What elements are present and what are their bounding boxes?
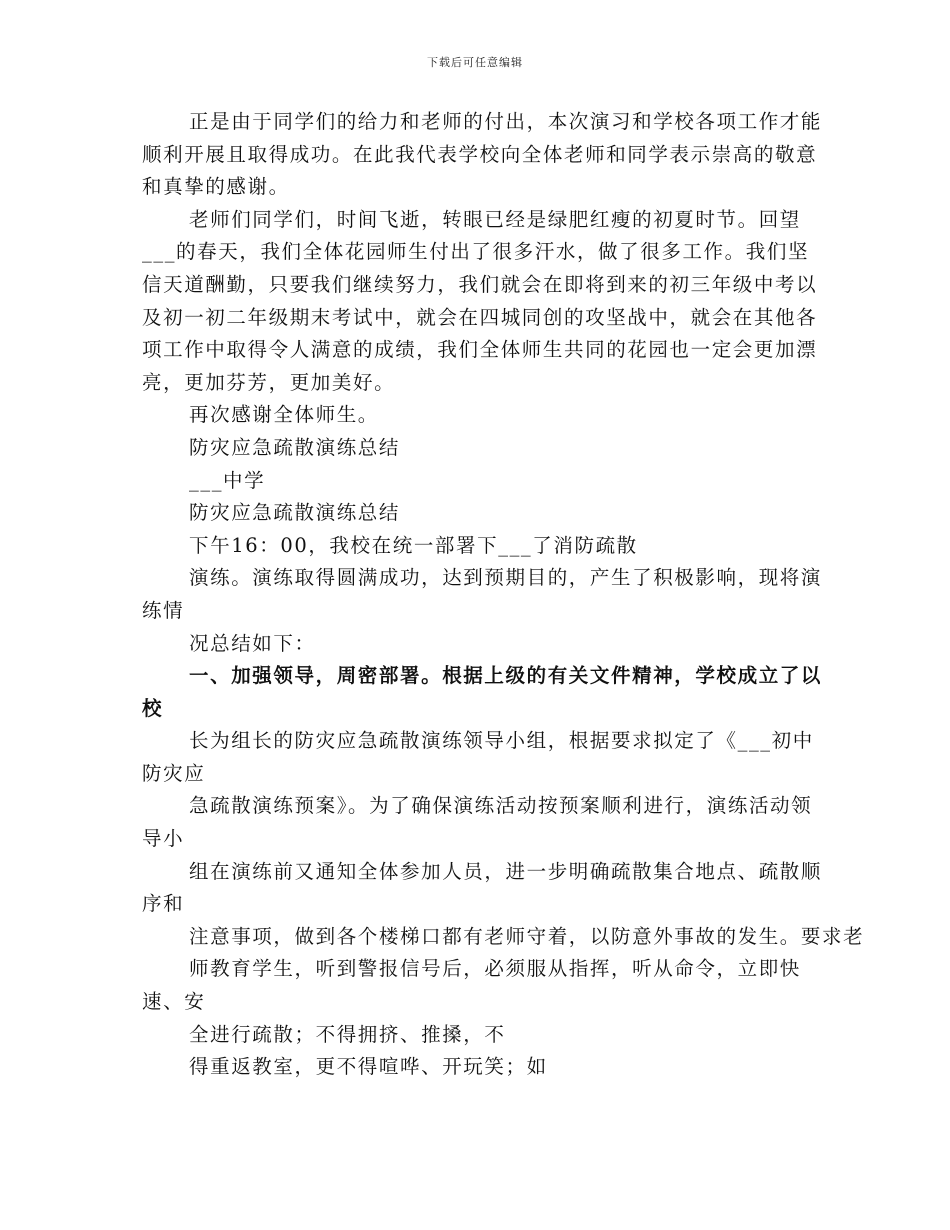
- paragraph-drill-result: 演练。演练取得圆满成功，达到预期目的，产生了积极影响，现将演练情: [142, 566, 823, 622]
- paragraph-summary-intro: 况总结如下：: [189, 631, 316, 655]
- paragraph-leadership-group: 长为组长的防灾应急疏散演练领导小组，根据要求拟定了《___初中防灾应: [142, 729, 814, 785]
- section-subtitle: 防灾应急疏散演练总结: [189, 501, 401, 525]
- document-body: [142, 106, 865, 1084]
- paragraph-thanks-all: 再次感谢全体师生。: [189, 403, 379, 427]
- paragraph-notify-staff: 组在演练前又通知全体参加人员，进一步明确疏散集合地点、疏散顺序和: [142, 859, 823, 916]
- paragraph-precautions: 注意事项，做到各个楼梯口都有老师守着，以防意外事故的发生。要求老: [189, 924, 865, 948]
- section-title: 防灾应急疏散演练总结: [189, 435, 401, 459]
- heading-leadership: 一、加强领导，周密部署。根据上级的有关文件精神，学校成立了以校: [142, 664, 823, 720]
- paragraph-teacher-education: 师教育学生，听到警报信号后，必须服从指挥，听从命令，立即快速、安: [142, 957, 801, 1014]
- paragraph-drill-plan: 急疏散演练预案》。为了确保演练活动按预案顺利进行，演练活动领导小: [142, 794, 813, 851]
- paragraph-no-return: 得重返教室，更不得喧哗、开玩笑；如: [189, 1055, 548, 1079]
- page-header: 下载后可任意编辑: [427, 56, 523, 69]
- school-name: ___中学: [189, 468, 266, 492]
- paragraph-thanks-effort: 正是由于同学们的给力和老师的付出，本次演习和学校各项工作才能顺利开展且取得成功。在此我代表学校向全体老师和同学表示崇高的敬意和真挚的感谢。: [142, 110, 823, 199]
- paragraph-drill-time: 下午16：00，我校在统一部署下___了消防疏散: [189, 533, 638, 557]
- paragraph-early-summer: 老师们同学们，时间飞逝，转眼已经是绿肥红瘦的初夏时节。回望___的春天，我们全体花园师生付出了很多汗水，做了很多工作。我们坚信天道酬勤，只要我们继续努力，我们就会在即将到来的初三年级中考以及初一初二年级期末考试中，就会在四城同创的攻坚战中，就会在其他各项工作中取得令人满意的成绩，我们全体师生共同的花园也一定会更加漂亮，更加芬芳，更加美好。: [142, 207, 818, 394]
- paragraph-safe-evacuation: 全进行疏散；不得拥挤、推搡，不: [189, 1022, 506, 1046]
